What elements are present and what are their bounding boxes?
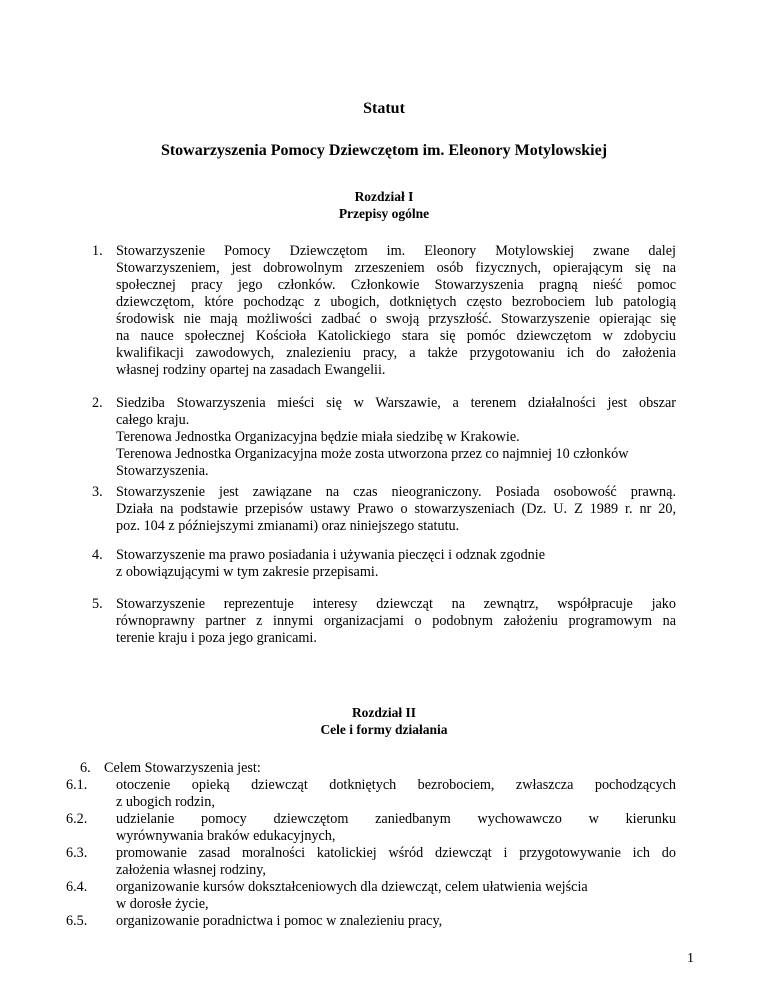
text-line: własnej rodziny opartej na zasadach Ewangelii. [116, 362, 386, 378]
chapter-1-heading: Rozdział I [354, 189, 414, 204]
chapter-1-subheading: Przepisy ogólne [338, 206, 430, 221]
article-6 [66, 760, 676, 777]
text-line: na nauce społecznej Kościoła Katolickiego stara się pomóc dziewczętom w zdobyciu [116, 328, 676, 344]
text-line: Terenowa Jednostka Organizacyjna może zosta utworzona przez co najmniej 10 członków [116, 446, 629, 462]
text-line: Stowarzyszenie ma prawo posiadania i używania pieczęci i odznak zgodnie [116, 547, 545, 563]
subarticle-number: 6.1. [66, 777, 88, 793]
document-subtitle: Stowarzyszenia Pomocy Dziewczętom im. Eleonory Motylowskiej [160, 142, 608, 159]
text-line: terenie kraju i poza jego granicami. [116, 630, 317, 646]
text-line: organizowanie kursów dokształceniowych dla dziewcząt, celem ułatwienia wejścia [116, 879, 588, 895]
article-2 [92, 395, 676, 480]
text-line: Terenowa Jednostka Organizacyjna będzie miała siedzibę w Krakowie. [116, 429, 520, 445]
subarticle-6-4 [66, 879, 676, 913]
text-line: otoczenie opieką dziewcząt dotkniętych bezrobociem, zwłaszcza pochodzących [116, 777, 676, 793]
subarticle-number: 6.2. [66, 811, 88, 827]
text-line: całego kraju. [116, 412, 190, 428]
article-number: 5. [92, 596, 103, 612]
text-line: założenia własnej rodziny, [116, 862, 266, 878]
text-line: Celem Stowarzyszenia jest: [104, 760, 261, 776]
text-line: społecznej pracy jego członków. Członkowie Stowarzyszenia pragną nieść pomoc [116, 277, 676, 293]
subarticle-6-2 [66, 811, 676, 845]
text-line: Stowarzyszeniem, jest dobrowolnym zrzeszeniem osób fizycznych, opierającym się na [116, 260, 676, 276]
text-line: promowanie zasad moralności katolickiej wśród dziewcząt i przygotowywanie ich do [116, 845, 676, 861]
subarticle-6-5 [66, 913, 676, 930]
article-1 [92, 243, 676, 379]
chapter-2-subheading: Cele i formy działania [320, 722, 448, 737]
document-title: Statut [363, 100, 405, 117]
chapter-2-heading: Rozdział II [351, 705, 417, 720]
text-line: organizowanie poradnictwa i pomoc w znalezieniu pracy, [116, 913, 443, 929]
subarticle-number: 6.3. [66, 845, 88, 861]
text-line: z ubogich rodzin, [116, 794, 215, 810]
text-line: dziewczętom, które pochodząc z ubogich, dotkniętych często bezrobociem lub patologią [116, 294, 676, 310]
text-line: poz. 104 z późniejszymi zmianami) oraz niniejszego statutu. [116, 518, 460, 534]
text-line: w dorosłe życie, [116, 896, 209, 912]
text-line: Stowarzyszenie jest zawiązane na czas nieograniczony. Posiada osobowość prawną. [116, 484, 676, 500]
subarticle-number: 6.4. [66, 879, 88, 895]
text-line: Siedziba Stowarzyszenia mieści się w Warszawie, a terenem działalności jest obszar [116, 395, 676, 411]
article-5 [92, 596, 676, 647]
article-3 [92, 484, 676, 535]
article-4 [92, 547, 676, 581]
text-line: środowisk nie mają możliwości zadbać o swoją przyszłość. Stowarzyszenie opierając się [116, 311, 676, 327]
text-line: udzielanie pomocy dziewczętom zaniedbanym wychowawczo w kierunku [116, 811, 676, 827]
text-line: Stowarzyszenie Pomocy Dziewczętom im. Eleonory Motylowskiej zwane dalej [116, 243, 676, 259]
subarticle-6-1 [66, 777, 676, 811]
article-number: 6. [80, 760, 91, 776]
text-line: równoprawny partner z innymi organizacjami o podobnym założeniu programowym na [116, 613, 676, 629]
text-line: kwalifikacji zawodowych, znalezieniu pracy, a także przygotowaniu ich do założenia [116, 345, 676, 361]
article-number: 2. [92, 395, 103, 411]
text-line: z obowiązującymi w tym zakresie przepisami. [116, 564, 379, 580]
text-line: wyrównywania braków edukacyjnych, [116, 828, 336, 844]
text-line: Działa na podstawie przepisów ustawy Prawo o stowarzyszeniach (Dz. U. Z 1989 r. nr 20, [116, 501, 676, 517]
subarticle-6-3 [66, 845, 676, 879]
article-number: 3. [92, 484, 103, 500]
text-line: Stowarzyszenie reprezentuje interesy dziewcząt na zewnątrz, współpracuje jako [116, 596, 676, 612]
page-number: 1 [687, 951, 694, 966]
subarticle-number: 6.5. [66, 913, 88, 929]
chapter-2-header [0, 704, 768, 738]
text-line: Stowarzyszenia. [116, 463, 209, 479]
chapter-1-header [0, 188, 768, 222]
article-number: 4. [92, 547, 103, 563]
article-number: 1. [92, 243, 103, 259]
